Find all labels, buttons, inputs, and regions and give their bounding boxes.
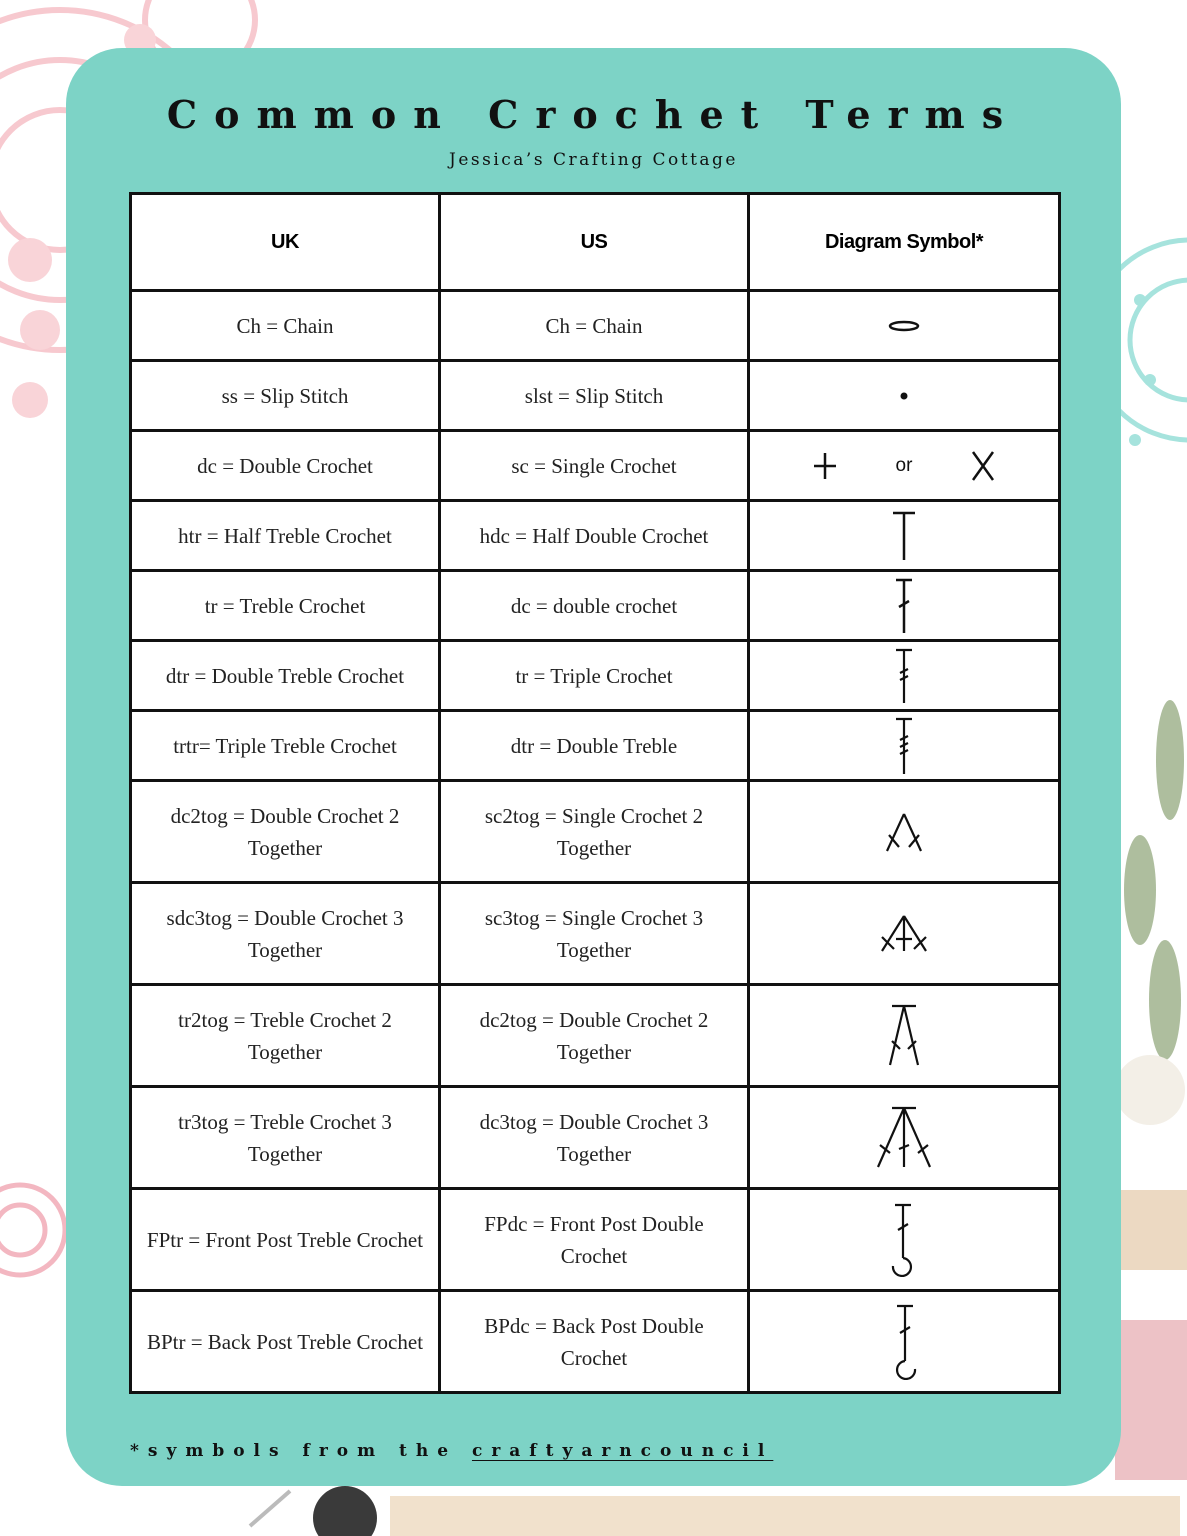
chain-symbol-icon: [884, 316, 924, 336]
slip-stitch-symbol-icon: [894, 386, 914, 406]
triple-crochet-symbol-icon: [889, 647, 919, 705]
symbol-cell: [749, 781, 1060, 883]
uk-term: dtr = Double Treble Crochet: [131, 641, 440, 711]
table-row: [131, 571, 1060, 641]
symbol-cell: [749, 711, 1060, 781]
uk-term: tr3tog = Treble Crochet 3 Together: [131, 1087, 440, 1189]
table-row: [131, 883, 1060, 985]
symbol-cell: [749, 883, 1060, 985]
doily-left-decoration: [0, 1130, 70, 1330]
table-header-row: [131, 194, 1060, 291]
symbol-cell: [749, 291, 1060, 361]
dc3tog-symbol-icon: [872, 1105, 936, 1171]
notions-decoration: [230, 1486, 1187, 1536]
page-title: Common Crochet Terms: [166, 92, 1021, 137]
dc2tog-symbol-icon: [882, 1003, 926, 1069]
table-row: [131, 711, 1060, 781]
table-row: [131, 641, 1060, 711]
column-header-us: US: [440, 194, 749, 291]
table-row: [131, 291, 1060, 361]
symbol-cell: [749, 1291, 1060, 1393]
double-treble-symbol-icon: [889, 716, 919, 776]
credit-prefix: *symbols from the: [130, 1441, 458, 1461]
us-term: sc = Single Crochet: [440, 431, 749, 501]
sc2tog-symbol-icon: [879, 811, 929, 853]
uk-term: tr = Treble Crochet: [131, 571, 440, 641]
symbol-cell: [749, 985, 1060, 1087]
symbol-cell: [749, 571, 1060, 641]
single-crochet-symbol-icon: [970, 450, 996, 482]
us-term: dc = double crochet: [440, 571, 749, 641]
page-subtitle: Jessica’s Crafting Cottage: [449, 150, 738, 170]
table-row: [131, 985, 1060, 1087]
table-row: [131, 1087, 1060, 1189]
uk-term: htr = Half Treble Crochet: [131, 501, 440, 571]
column-header-symbol: Diagram Symbol*: [749, 194, 1060, 291]
half-double-crochet-symbol-icon: [889, 510, 919, 562]
symbol-cell: [749, 641, 1060, 711]
symbol-cell: [749, 1189, 1060, 1291]
table-row: [131, 781, 1060, 883]
symbol-cell: [749, 431, 1060, 501]
symbol-cell: [749, 1087, 1060, 1189]
uk-term: dc2tog = Double Crochet 2 Together: [131, 781, 440, 883]
us-term: slst = Slip Stitch: [440, 361, 749, 431]
uk-term: tr2tog = Treble Crochet 2 Together: [131, 985, 440, 1087]
us-term: sc2tog = Single Crochet 2 Together: [440, 781, 749, 883]
table-row: [131, 431, 1060, 501]
symbols-credit: [130, 1441, 773, 1461]
column-header-uk: UK: [131, 194, 440, 291]
sc3tog-symbol-icon: [876, 913, 932, 955]
us-term: dtr = Double Treble: [440, 711, 749, 781]
symbol-or-text: or: [895, 454, 913, 476]
us-term: sc3tog = Single Crochet 3 Together: [440, 883, 749, 985]
symbol-cell: [749, 501, 1060, 571]
uk-term: Ch = Chain: [131, 291, 440, 361]
lace-doily-decoration: [1110, 180, 1187, 500]
craftyarncouncil-link[interactable]: craftyarncouncil: [471, 1441, 774, 1461]
uk-term: ss = Slip Stitch: [131, 361, 440, 431]
uk-term: sdc3tog = Double Crochet 3 Together: [131, 883, 440, 985]
us-term: dc3tog = Double Crochet 3 Together: [440, 1087, 749, 1189]
symbol-cell: [749, 361, 1060, 431]
us-term: tr = Triple Crochet: [440, 641, 749, 711]
us-term: hdc = Half Double Crochet: [440, 501, 749, 571]
front-post-symbol-icon: [887, 1202, 921, 1278]
double-crochet-symbol-icon: [889, 577, 919, 635]
us-term: Ch = Chain: [440, 291, 749, 361]
crochet-terms-table: [129, 192, 1061, 1394]
back-post-symbol-icon: [887, 1303, 921, 1381]
us-term: dc2tog = Double Crochet 2 Together: [440, 985, 749, 1087]
leaves-decoration: [1110, 700, 1187, 1536]
us-term: FPdc = Front Post Double Crochet: [440, 1189, 749, 1291]
uk-term: BPtr = Back Post Treble Crochet: [131, 1291, 440, 1393]
table-row: [131, 1189, 1060, 1291]
uk-term: FPtr = Front Post Treble Crochet: [131, 1189, 440, 1291]
uk-term: dc = Double Crochet: [131, 431, 440, 501]
us-term: BPdc = Back Post Double Crochet: [440, 1291, 749, 1393]
table-row: [131, 501, 1060, 571]
table-row: [131, 1291, 1060, 1393]
uk-term: trtr= Triple Treble Crochet: [131, 711, 440, 781]
table-row: [131, 361, 1060, 431]
plus-symbol-icon: [812, 451, 838, 481]
